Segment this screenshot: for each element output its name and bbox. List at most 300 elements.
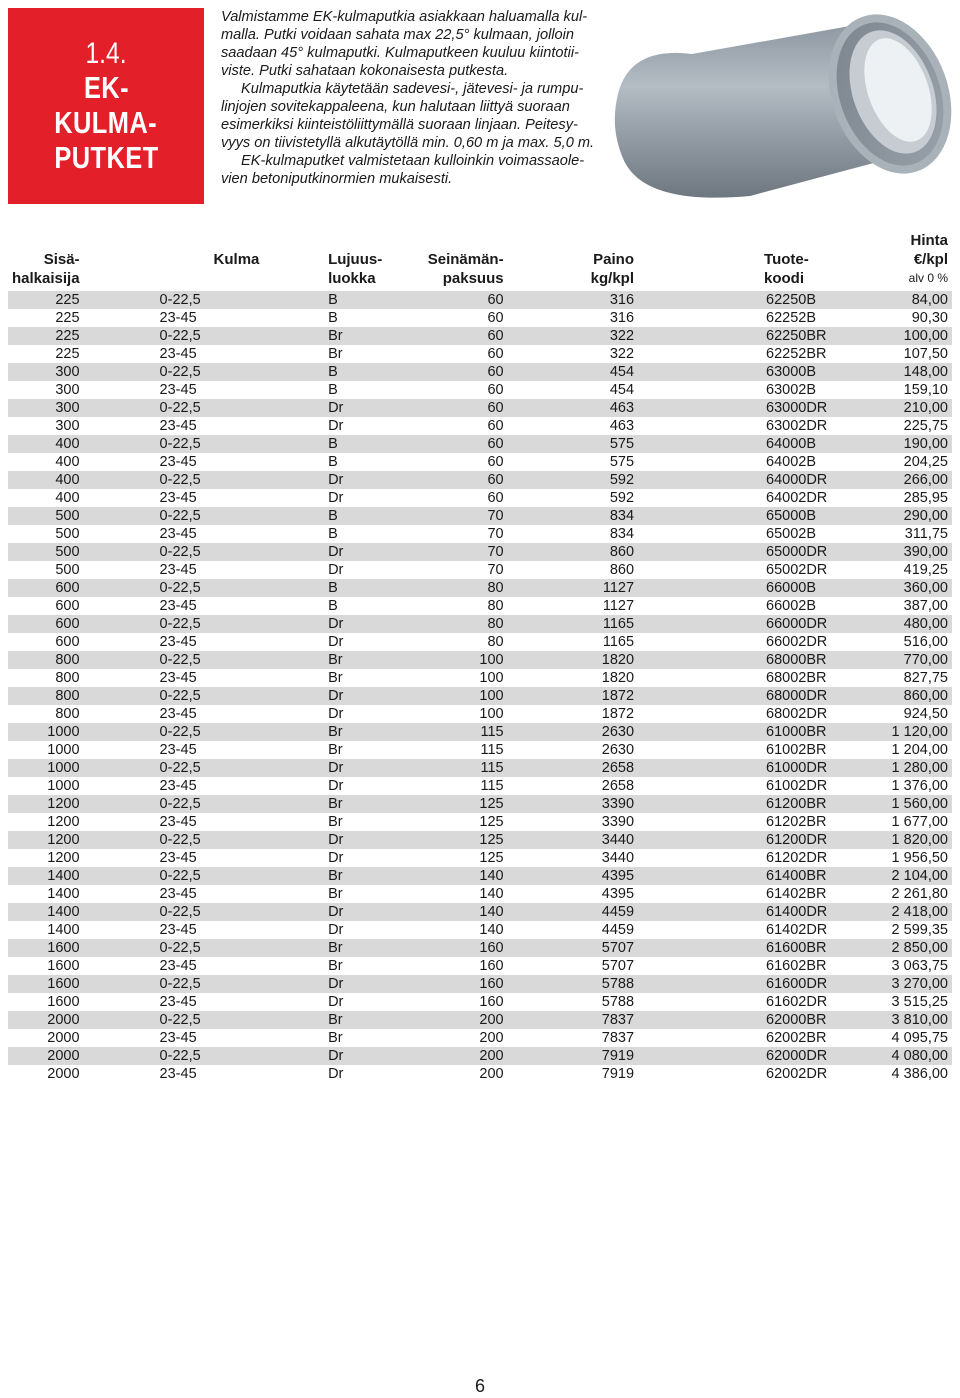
column-header-angle: Kulma (213, 251, 260, 268)
cell-size: 1200 (8, 831, 84, 849)
cell-class: Br (324, 345, 424, 363)
cell-angle: 23-45 (84, 849, 325, 867)
cell-size: 800 (8, 651, 84, 669)
cell-code: 62250B (638, 291, 888, 309)
cell-angle: 0-22,5 (84, 543, 325, 561)
column-header-weight: Paino kg/kpl (590, 251, 635, 287)
cell-weight: 5707 (508, 957, 638, 975)
cell-wall: 80 (424, 579, 508, 597)
cell-price: 480,00 (888, 615, 952, 633)
cell-angle: 23-45 (84, 957, 325, 975)
cell-size: 800 (8, 669, 84, 687)
cell-angle: 23-45 (84, 489, 325, 507)
cell-weight: 1165 (508, 615, 638, 633)
cell-code: 62000BR (638, 1011, 888, 1029)
cell-size: 225 (8, 327, 84, 345)
cell-class: Dr (324, 975, 424, 993)
cell-class: Dr (324, 633, 424, 651)
cell-angle: 23-45 (84, 993, 325, 1011)
intro-line: linjojen sovitekappaleena, kun halutaan liittyä suoraan (221, 99, 570, 115)
cell-angle: 0-22,5 (84, 759, 325, 777)
cell-price: 90,30 (888, 309, 952, 327)
cell-weight: 7919 (508, 1047, 638, 1065)
table-row (8, 561, 952, 579)
concrete-pipe-bend-image (600, 6, 952, 206)
cell-class: Dr (324, 1065, 424, 1083)
cell-wall: 125 (424, 831, 508, 849)
cell-weight: 7837 (508, 1029, 638, 1047)
cell-wall: 100 (424, 705, 508, 723)
cell-weight: 463 (508, 399, 638, 417)
cell-class: B (324, 309, 424, 327)
table-row (8, 651, 952, 669)
cell-weight: 3440 (508, 849, 638, 867)
table-row (8, 291, 952, 309)
cell-angle: 23-45 (84, 597, 325, 615)
intro-line: vien betoniputkinormien mukaisesti. (221, 171, 453, 187)
cell-wall: 70 (424, 561, 508, 579)
cell-wall: 200 (424, 1065, 508, 1083)
cell-size: 600 (8, 615, 84, 633)
cell-class: Br (324, 327, 424, 345)
cell-wall: 125 (424, 813, 508, 831)
table-row (8, 1029, 952, 1047)
cell-angle: 0-22,5 (84, 615, 325, 633)
cell-class: Dr (324, 489, 424, 507)
intro-line: saadaan 45° kulmaputki. Kulmaputkeen kuuluu kiintotii- (221, 45, 579, 61)
cell-angle: 23-45 (84, 309, 325, 327)
table-row (8, 885, 952, 903)
cell-code: 63002B (638, 381, 888, 399)
cell-class: Dr (324, 615, 424, 633)
cell-size: 600 (8, 633, 84, 651)
cell-size: 1000 (8, 723, 84, 741)
cell-wall: 60 (424, 417, 508, 435)
cell-code: 61200BR (638, 795, 888, 813)
cell-code: 61002DR (638, 777, 888, 795)
cell-price: 148,00 (888, 363, 952, 381)
cell-class: Dr (324, 921, 424, 939)
cell-weight: 592 (508, 489, 638, 507)
cell-code: 63000B (638, 363, 888, 381)
cell-angle: 0-22,5 (84, 1011, 325, 1029)
cell-weight: 7919 (508, 1065, 638, 1083)
cell-class: Dr (324, 417, 424, 435)
section-title-line: PUTKET (53, 139, 159, 175)
page-number: 6 (474, 1376, 485, 1396)
cell-code: 61600DR (638, 975, 888, 993)
cell-price: 290,00 (888, 507, 952, 525)
cell-weight: 2658 (508, 777, 638, 795)
cell-angle: 0-22,5 (84, 579, 325, 597)
cell-price: 2 850,00 (888, 939, 952, 957)
table-row (8, 363, 952, 381)
cell-code: 65000B (638, 507, 888, 525)
price-table (8, 231, 952, 1083)
cell-angle: 23-45 (84, 741, 325, 759)
table-row (8, 867, 952, 885)
cell-angle: 0-22,5 (84, 867, 325, 885)
cell-angle: 23-45 (84, 669, 325, 687)
cell-wall: 140 (424, 885, 508, 903)
cell-price: 2 104,00 (888, 867, 952, 885)
cell-price: 225,75 (888, 417, 952, 435)
cell-class: Dr (324, 759, 424, 777)
cell-code: 61202DR (638, 849, 888, 867)
table-row (8, 489, 952, 507)
cell-wall: 60 (424, 309, 508, 327)
cell-size: 500 (8, 561, 84, 579)
cell-price: 4 386,00 (888, 1065, 952, 1083)
cell-class: Br (324, 813, 424, 831)
cell-angle: 0-22,5 (84, 1047, 325, 1065)
cell-code: 68002BR (638, 669, 888, 687)
cell-size: 300 (8, 381, 84, 399)
cell-code: 64002B (638, 453, 888, 471)
cell-wall: 200 (424, 1011, 508, 1029)
table-row (8, 633, 952, 651)
cell-weight: 4395 (508, 867, 638, 885)
cell-size: 2000 (8, 1047, 84, 1065)
table-row (8, 435, 952, 453)
cell-wall: 100 (424, 687, 508, 705)
table-row (8, 543, 952, 561)
cell-price: 1 560,00 (888, 795, 952, 813)
table-row (8, 417, 952, 435)
cell-price: 100,00 (888, 327, 952, 345)
cell-wall: 60 (424, 471, 508, 489)
section-title-box (8, 8, 204, 204)
cell-size: 225 (8, 345, 84, 363)
cell-wall: 70 (424, 525, 508, 543)
cell-angle: 0-22,5 (84, 291, 325, 309)
cell-price: 924,50 (888, 705, 952, 723)
cell-class: B (324, 291, 424, 309)
cell-angle: 23-45 (84, 813, 325, 831)
cell-weight: 834 (508, 525, 638, 543)
cell-angle: 23-45 (84, 381, 325, 399)
cell-code: 68000BR (638, 651, 888, 669)
table-row (8, 975, 952, 993)
cell-angle: 23-45 (84, 345, 325, 363)
cell-wall: 160 (424, 957, 508, 975)
cell-code: 68000DR (638, 687, 888, 705)
cell-class: Br (324, 957, 424, 975)
cell-size: 600 (8, 597, 84, 615)
cell-code: 61402BR (638, 885, 888, 903)
cell-wall: 125 (424, 795, 508, 813)
cell-wall: 140 (424, 867, 508, 885)
table-row (8, 471, 952, 489)
table-row (8, 525, 952, 543)
cell-angle: 23-45 (84, 453, 325, 471)
cell-price: 2 418,00 (888, 903, 952, 921)
cell-class: B (324, 381, 424, 399)
cell-angle: 23-45 (84, 921, 325, 939)
cell-price: 770,00 (888, 651, 952, 669)
cell-class: Dr (324, 1047, 424, 1065)
cell-wall: 160 (424, 993, 508, 1011)
cell-wall: 70 (424, 507, 508, 525)
cell-weight: 5707 (508, 939, 638, 957)
cell-price: 2 261,80 (888, 885, 952, 903)
cell-weight: 592 (508, 471, 638, 489)
cell-class: Dr (324, 561, 424, 579)
cell-wall: 160 (424, 939, 508, 957)
cell-wall: 160 (424, 975, 508, 993)
cell-weight: 316 (508, 291, 638, 309)
cell-size: 2000 (8, 1011, 84, 1029)
table-row (8, 849, 952, 867)
cell-code: 63002DR (638, 417, 888, 435)
cell-wall: 80 (424, 615, 508, 633)
cell-wall: 115 (424, 759, 508, 777)
cell-class: Dr (324, 903, 424, 921)
cell-weight: 1127 (508, 579, 638, 597)
cell-weight: 860 (508, 543, 638, 561)
cell-class: B (324, 597, 424, 615)
cell-size: 2000 (8, 1065, 84, 1083)
table-row (8, 741, 952, 759)
cell-class: Dr (324, 849, 424, 867)
cell-weight: 575 (508, 453, 638, 471)
cell-class: B (324, 525, 424, 543)
cell-weight: 4459 (508, 903, 638, 921)
cell-weight: 3390 (508, 813, 638, 831)
cell-wall: 60 (424, 435, 508, 453)
cell-angle: 23-45 (84, 777, 325, 795)
intro-line: Valmistamme EK-kulmaputkia asiakkaan haluamalla kul- (221, 9, 588, 25)
cell-price: 1 204,00 (888, 741, 952, 759)
cell-class: Br (324, 741, 424, 759)
table-row (8, 903, 952, 921)
table-row (8, 759, 952, 777)
table-row (8, 579, 952, 597)
cell-weight: 5788 (508, 975, 638, 993)
cell-angle: 23-45 (84, 1029, 325, 1047)
table-row (8, 345, 952, 363)
cell-wall: 140 (424, 903, 508, 921)
cell-code: 62002DR (638, 1065, 888, 1083)
table-row (8, 1047, 952, 1065)
cell-weight: 3390 (508, 795, 638, 813)
cell-price: 3 515,25 (888, 993, 952, 1011)
cell-code: 61000BR (638, 723, 888, 741)
cell-weight: 2630 (508, 741, 638, 759)
table-row (8, 723, 952, 741)
cell-angle: 0-22,5 (84, 831, 325, 849)
cell-wall: 60 (424, 291, 508, 309)
cell-price: 827,75 (888, 669, 952, 687)
cell-size: 800 (8, 705, 84, 723)
table-row (8, 687, 952, 705)
cell-wall: 115 (424, 777, 508, 795)
cell-code: 66000B (638, 579, 888, 597)
cell-code: 61400DR (638, 903, 888, 921)
table-row (8, 615, 952, 633)
cell-price: 387,00 (888, 597, 952, 615)
cell-angle: 0-22,5 (84, 471, 325, 489)
cell-angle: 0-22,5 (84, 723, 325, 741)
cell-weight: 1165 (508, 633, 638, 651)
cell-code: 61602DR (638, 993, 888, 1011)
cell-size: 400 (8, 471, 84, 489)
table-row (8, 399, 952, 417)
cell-class: Dr (324, 399, 424, 417)
table-row (8, 777, 952, 795)
table-row (8, 831, 952, 849)
cell-code: 64002DR (638, 489, 888, 507)
cell-price: 266,00 (888, 471, 952, 489)
cell-class: Dr (324, 831, 424, 849)
table-row (8, 993, 952, 1011)
intro-line: viste. Putki sahataan kokonaisesta putkesta. (221, 63, 509, 79)
cell-price: 159,10 (888, 381, 952, 399)
cell-class: Dr (324, 471, 424, 489)
cell-class: Dr (324, 993, 424, 1011)
cell-price: 311,75 (888, 525, 952, 543)
cell-weight: 3440 (508, 831, 638, 849)
cell-class: Br (324, 1029, 424, 1047)
cell-wall: 200 (424, 1029, 508, 1047)
cell-price: 516,00 (888, 633, 952, 651)
table-row (8, 813, 952, 831)
cell-price: 1 376,00 (888, 777, 952, 795)
cell-class: Br (324, 651, 424, 669)
cell-wall: 125 (424, 849, 508, 867)
table-body (8, 291, 952, 1083)
cell-class: Br (324, 885, 424, 903)
cell-wall: 80 (424, 633, 508, 651)
cell-size: 1000 (8, 759, 84, 777)
table-row (8, 1065, 952, 1083)
cell-code: 62252BR (638, 345, 888, 363)
cell-price: 204,25 (888, 453, 952, 471)
cell-weight: 322 (508, 345, 638, 363)
cell-class: Br (324, 1011, 424, 1029)
cell-size: 1600 (8, 939, 84, 957)
cell-code: 66002B (638, 597, 888, 615)
cell-angle: 0-22,5 (84, 975, 325, 993)
cell-weight: 454 (508, 381, 638, 399)
cell-class: Br (324, 669, 424, 687)
cell-wall: 140 (424, 921, 508, 939)
cell-wall: 80 (424, 597, 508, 615)
section-title-line: EK- (83, 69, 129, 105)
cell-price: 1 120,00 (888, 723, 952, 741)
cell-weight: 1872 (508, 687, 638, 705)
cell-wall: 115 (424, 723, 508, 741)
cell-size: 1400 (8, 885, 84, 903)
cell-code: 61200DR (638, 831, 888, 849)
cell-wall: 115 (424, 741, 508, 759)
intro-line: vyys on tiivistetyllä alkutäytöllä min. 0,60 m ja max. 5,0 m. (221, 135, 595, 151)
cell-weight: 4395 (508, 885, 638, 903)
table-row (8, 1011, 952, 1029)
cell-price: 390,00 (888, 543, 952, 561)
table-row (8, 795, 952, 813)
cell-size: 1000 (8, 741, 84, 759)
cell-code: 66000DR (638, 615, 888, 633)
cell-weight: 860 (508, 561, 638, 579)
cell-size: 225 (8, 291, 84, 309)
cell-size: 500 (8, 507, 84, 525)
cell-code: 62000DR (638, 1047, 888, 1065)
cell-angle: 0-22,5 (84, 435, 325, 453)
cell-weight: 2658 (508, 759, 638, 777)
cell-angle: 23-45 (84, 561, 325, 579)
cell-wall: 60 (424, 453, 508, 471)
cell-size: 1200 (8, 795, 84, 813)
cell-wall: 60 (424, 327, 508, 345)
cell-weight: 1872 (508, 705, 638, 723)
cell-price: 3 270,00 (888, 975, 952, 993)
cell-size: 500 (8, 543, 84, 561)
cell-code: 65000DR (638, 543, 888, 561)
cell-weight: 1127 (508, 597, 638, 615)
cell-class: Dr (324, 687, 424, 705)
cell-weight: 834 (508, 507, 638, 525)
cell-code: 62250BR (638, 327, 888, 345)
cell-price: 1 820,00 (888, 831, 952, 849)
cell-class: B (324, 363, 424, 381)
cell-size: 500 (8, 525, 84, 543)
cell-code: 61402DR (638, 921, 888, 939)
cell-size: 225 (8, 309, 84, 327)
cell-size: 400 (8, 489, 84, 507)
cell-weight: 454 (508, 363, 638, 381)
column-header-wall: Seinämän- paksuus (427, 251, 504, 287)
cell-angle: 0-22,5 (84, 327, 325, 345)
cell-code: 62252B (638, 309, 888, 327)
cell-size: 300 (8, 417, 84, 435)
intro-line: esimerkiksi kiinteistöliittymällä suoraan linjaan. Peitesy- (221, 117, 578, 133)
table-row (8, 309, 952, 327)
cell-class: Br (324, 795, 424, 813)
table-row (8, 597, 952, 615)
cell-class: Br (324, 939, 424, 957)
cell-weight: 4459 (508, 921, 638, 939)
column-header-size: Sisä- halkaisija (12, 251, 80, 287)
cell-price: 190,00 (888, 435, 952, 453)
cell-code: 61202BR (638, 813, 888, 831)
column-header-code: Tuote- koodi (764, 251, 809, 287)
cell-size: 2000 (8, 1029, 84, 1047)
table-row (8, 939, 952, 957)
cell-size: 300 (8, 399, 84, 417)
section-title-line: KULMA- (54, 104, 158, 140)
cell-angle: 23-45 (84, 1065, 325, 1083)
cell-code: 65002DR (638, 561, 888, 579)
table-row (8, 921, 952, 939)
cell-price: 285,95 (888, 489, 952, 507)
cell-code: 68002DR (638, 705, 888, 723)
cell-angle: 0-22,5 (84, 363, 325, 381)
intro-line: EK-kulmaputket valmistetaan kulloinkin voimassaole- (241, 153, 585, 169)
cell-size: 800 (8, 687, 84, 705)
cell-size: 400 (8, 453, 84, 471)
cell-price: 2 599,35 (888, 921, 952, 939)
cell-price: 210,00 (888, 399, 952, 417)
cell-price: 360,00 (888, 579, 952, 597)
cell-code: 61400BR (638, 867, 888, 885)
cell-weight: 5788 (508, 993, 638, 1011)
cell-class: Br (324, 867, 424, 885)
cell-code: 61600BR (638, 939, 888, 957)
section-number: 1.4. (85, 36, 127, 70)
cell-price: 3 063,75 (888, 957, 952, 975)
cell-angle: 23-45 (84, 525, 325, 543)
